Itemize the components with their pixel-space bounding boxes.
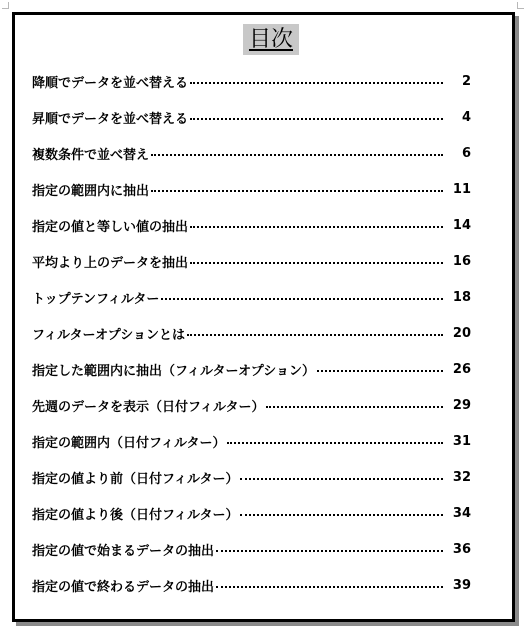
toc-dot-leader xyxy=(266,406,443,408)
toc-entry-page: 26 xyxy=(452,361,471,377)
crop-mark-top-left xyxy=(2,2,9,9)
toc-entry[interactable] xyxy=(32,171,471,207)
toc-entry[interactable] xyxy=(32,387,471,423)
toc-entry[interactable] xyxy=(32,207,471,243)
toc-dot-leader xyxy=(216,550,443,552)
toc-entry-page: 31 xyxy=(452,433,471,449)
toc-dot-leader xyxy=(227,442,443,444)
toc-entry-page: 29 xyxy=(452,397,471,413)
toc-entry-label: 指定の値で終わるデータの抽出 xyxy=(32,579,215,595)
toc-dot-leader xyxy=(240,478,443,480)
toc-entry-page: 32 xyxy=(452,469,471,485)
toc-dot-leader xyxy=(161,298,443,300)
toc-dot-leader xyxy=(216,586,443,588)
toc-entry-label: 指定の値で始まるデータの抽出 xyxy=(32,543,215,559)
toc-entry-page: 39 xyxy=(452,577,471,593)
toc-entry-label: 昇順でデータを並べ替える xyxy=(32,111,189,127)
toc-entry-page: 2 xyxy=(461,73,471,89)
toc-entry-label: 指定の範囲内（日付フィルター） xyxy=(32,435,226,451)
toc-dot-leader xyxy=(187,334,443,336)
toc-entry[interactable] xyxy=(32,315,471,351)
toc-entry[interactable] xyxy=(32,567,471,603)
toc-entry-label: 指定の値と等しい値の抽出 xyxy=(32,219,189,235)
toc-dot-leader xyxy=(317,370,443,372)
toc-entry-page: 20 xyxy=(452,325,471,341)
crop-mark-top-right xyxy=(517,2,524,9)
toc-entry[interactable] xyxy=(32,423,471,459)
toc-entry[interactable] xyxy=(32,99,471,135)
toc-entry[interactable] xyxy=(32,279,471,315)
toc-entry-page: 4 xyxy=(461,109,471,125)
toc-dot-leader xyxy=(190,226,443,228)
toc-entry-label: 指定の値より後（日付フィルター） xyxy=(32,507,239,523)
toc-dot-leader xyxy=(240,514,443,516)
toc-entry[interactable] xyxy=(32,459,471,495)
toc-dot-leader xyxy=(151,154,443,156)
toc-dot-leader xyxy=(190,118,443,120)
toc-list xyxy=(32,63,471,603)
toc-entry[interactable] xyxy=(32,63,471,99)
toc-entry-label: 指定した範囲内に抽出（フィルターオプション） xyxy=(32,363,316,379)
toc-entry[interactable] xyxy=(32,531,471,567)
toc-entry-page: 36 xyxy=(452,541,471,557)
toc-entry-label: フィルターオプションとは xyxy=(32,327,186,343)
toc-entry-label: 平均より上のデータを抽出 xyxy=(32,255,189,271)
toc-dot-leader xyxy=(190,82,443,84)
toc-entry[interactable] xyxy=(32,243,471,279)
table-of-contents-box xyxy=(12,12,515,622)
toc-title: 目次 xyxy=(243,24,299,55)
toc-dot-leader xyxy=(190,262,443,264)
toc-entry-page: 18 xyxy=(452,289,471,305)
toc-entry-label: トップテンフィルター xyxy=(32,291,160,307)
toc-entry[interactable] xyxy=(32,495,471,531)
toc-entry-label: 指定の値より前（日付フィルター） xyxy=(32,471,239,487)
toc-entry-label: 先週のデータを表示（日付フィルター） xyxy=(32,399,265,415)
toc-entry-page: 34 xyxy=(452,505,471,521)
toc-entry[interactable] xyxy=(32,135,471,171)
toc-entry[interactable] xyxy=(32,351,471,387)
toc-entry-label: 降順でデータを並べ替える xyxy=(32,75,189,91)
toc-dot-leader xyxy=(151,190,443,192)
toc-entry-page: 14 xyxy=(452,217,471,233)
toc-entry-page: 16 xyxy=(452,253,471,269)
toc-entry-page: 11 xyxy=(452,181,471,197)
toc-entry-label: 指定の範囲内に抽出 xyxy=(32,183,150,199)
toc-entry-label: 複数条件で並べ替え xyxy=(32,147,150,163)
toc-entry-page: 6 xyxy=(461,145,471,161)
